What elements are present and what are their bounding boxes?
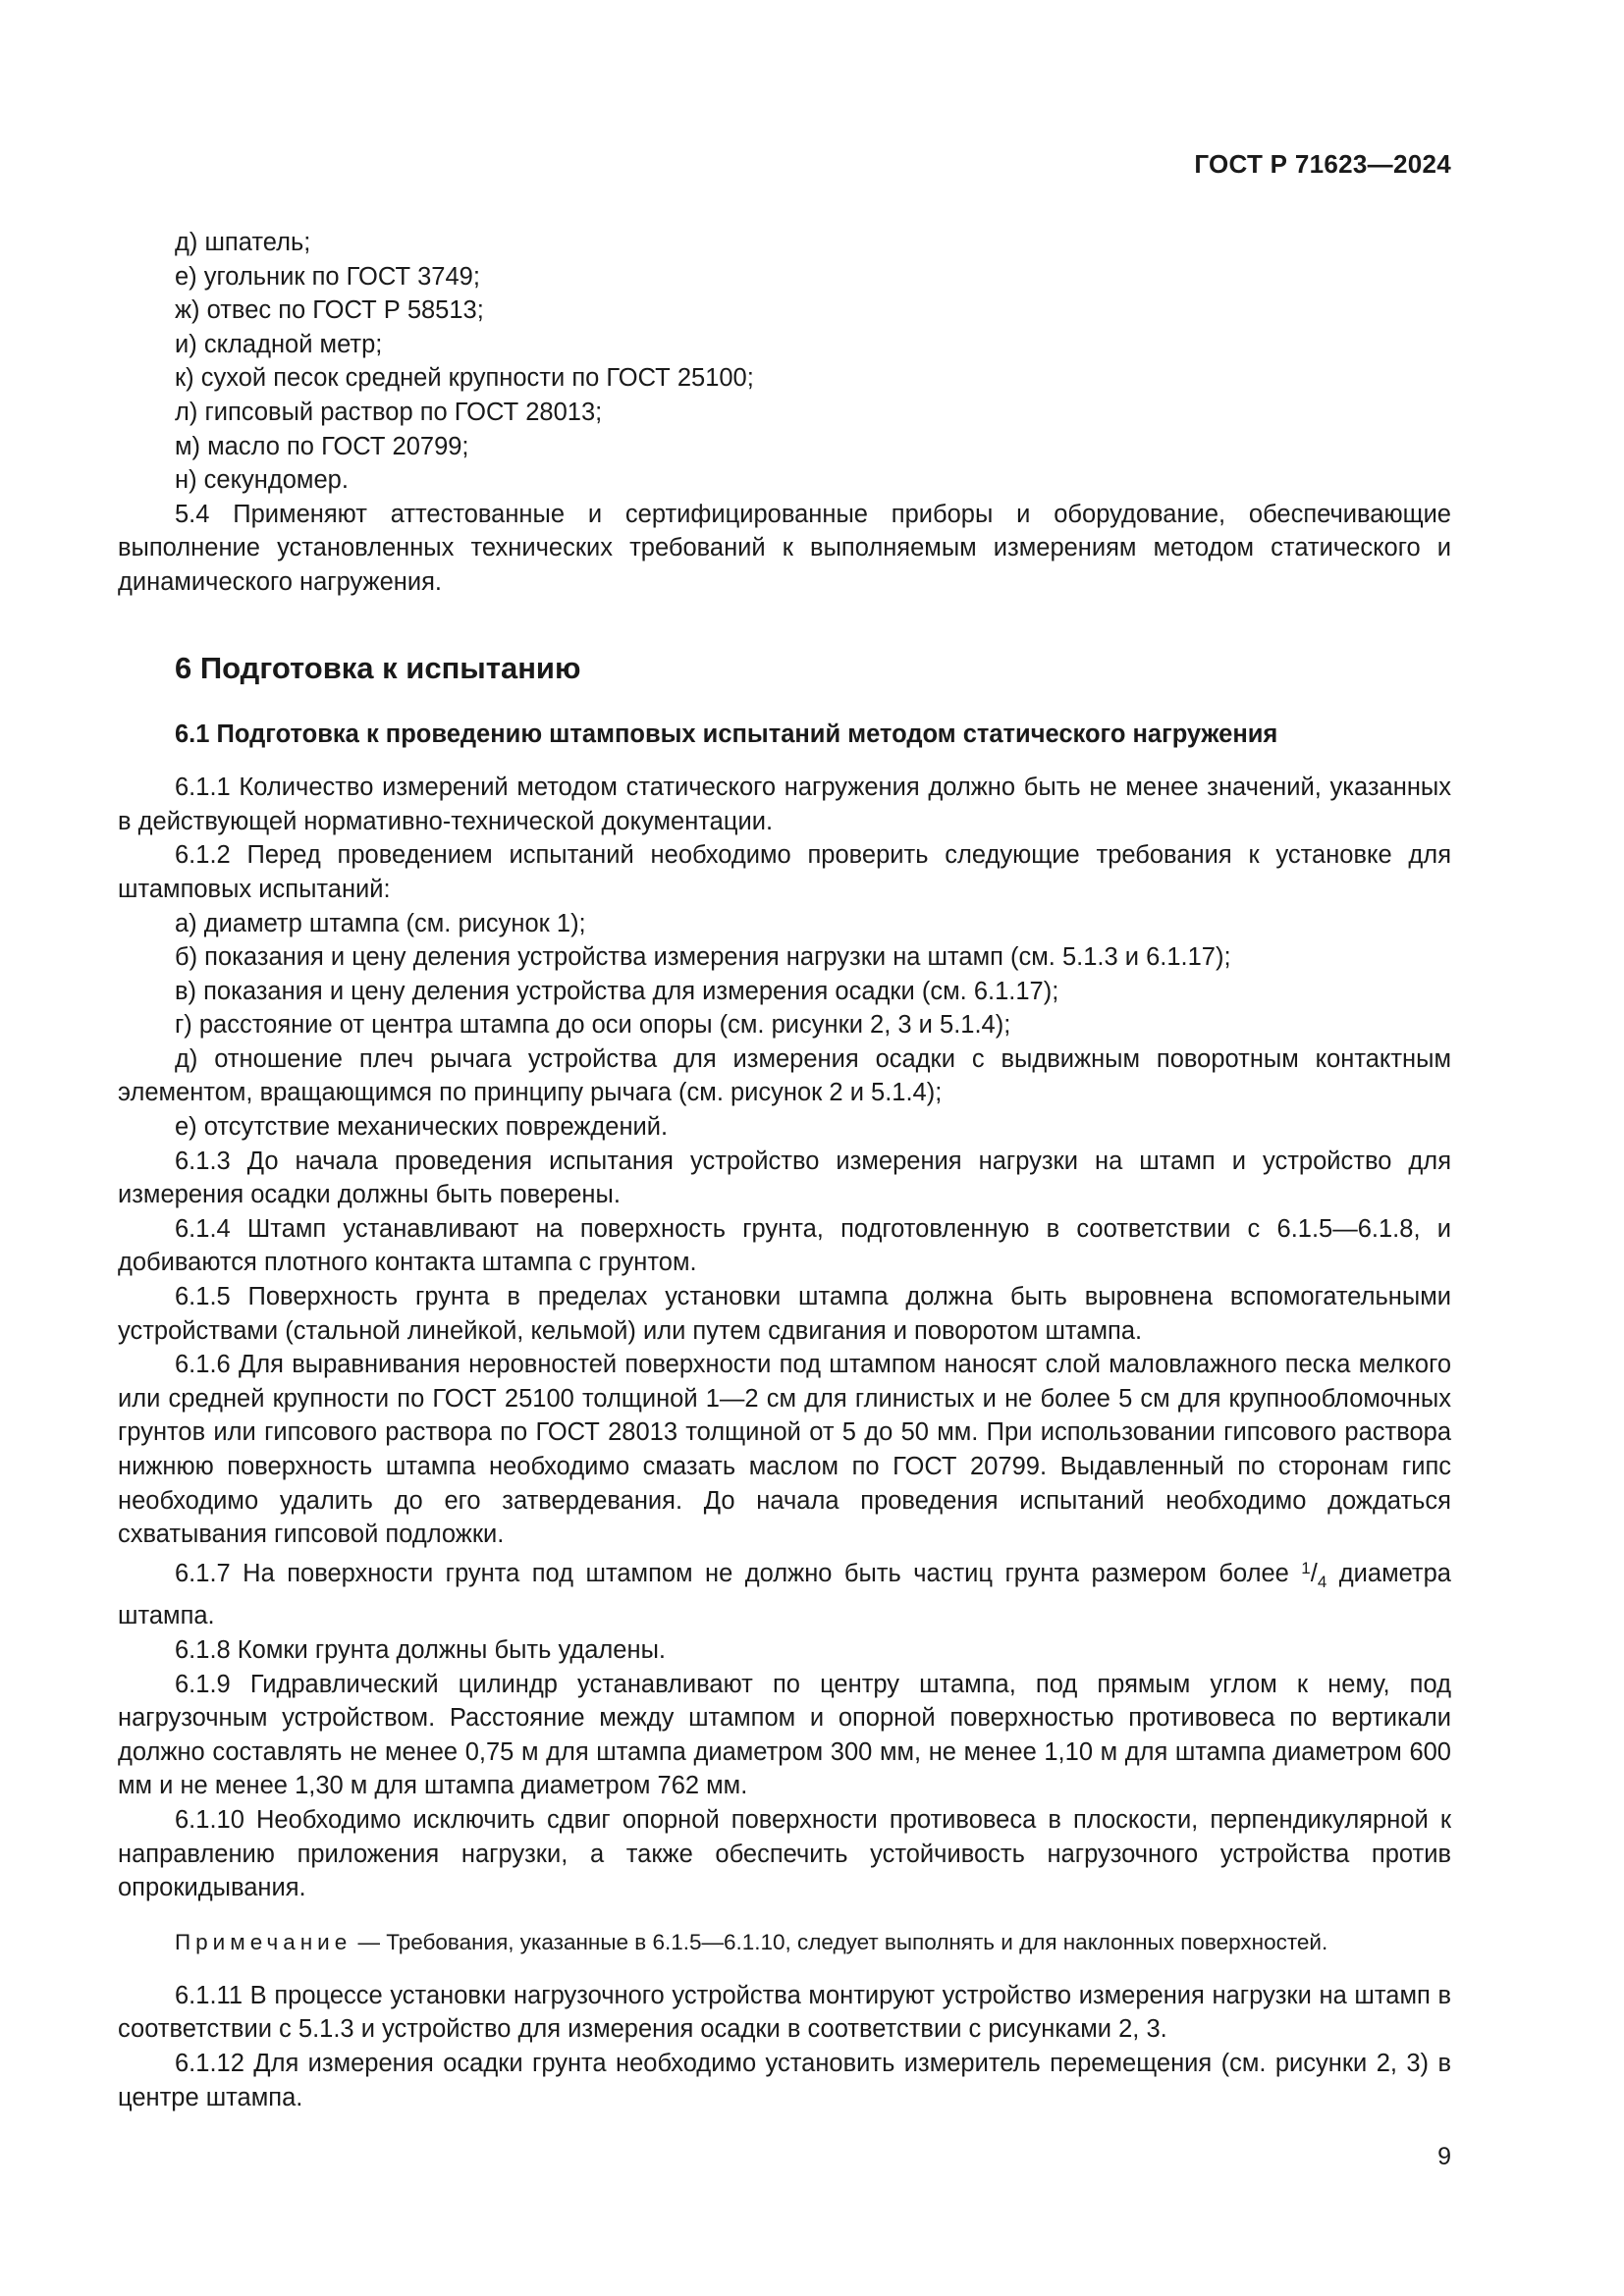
list-item: и) складной метр;: [175, 330, 383, 358]
document-body: [118, 226, 1451, 2114]
list-item: л) гипсовый раствор по ГОСТ 28013;: [175, 398, 603, 426]
note: [118, 1927, 1451, 1957]
list-item: н) секундомер.: [175, 466, 349, 495]
list-item: г) расстояние от центра штампа до оси опоры (см. рисунки 2, 3 и 5.1.4);: [175, 1011, 1011, 1040]
subsection-heading: 6.1 Подготовка к проведению штамповых испытаний методом статического нагружения: [175, 720, 1278, 748]
document-page: [118, 0, 1451, 2296]
page-number: 9: [1437, 2143, 1451, 2170]
paragraph-6-1-9: 6.1.9 Гидравлический цилиндр устанавливают по центру штампа, под прямым углом к нему, под нагрузочным устройством. Расстояние между штампом и опорной поверхностью противовеса по вертикали должно составлять не менее 0,75 м для штампа диаметром 300 мм, не менее 1,10 м для штампа диаметром 600 мм и не менее 1,30 м для штампа диаметром 762 мм.: [118, 1670, 1451, 1800]
list-item: е) отсутствие механических повреждений.: [175, 1113, 669, 1142]
paragraph-6-1-10: 6.1.10 Необходимо исключить сдвиг опорной поверхности противовеса в плоскости, перпендикулярной к направлению приложения нагрузки, а также обеспечить устойчивость нагрузочного устройства против опрокидывания.: [118, 1805, 1451, 1902]
paragraph-6-1-5: 6.1.5 Поверхность грунта в пределах установки штампа должна быть выровнена вспомогательными устройствами (стальной линейкой, кельмой) или путем сдвигания и поворотом штампа.: [118, 1283, 1451, 1345]
fraction-numerator: 1: [1301, 1558, 1311, 1577]
list-item: м) масло по ГОСТ 20799;: [175, 432, 469, 460]
paragraph-6-1-1: 6.1.1 Количество измерений методом статического нагружения должно быть не менее значений, указанных в действующей нормативно-технической документации.: [118, 774, 1451, 835]
note-label: Примечание: [175, 1929, 352, 1954]
list-item: д) шпатель;: [175, 229, 311, 256]
list-item: в) показания и цену деления устройства для измерения осадки (см. 6.1.17);: [175, 977, 1059, 1005]
list-item: е) угольник по ГОСТ 3749;: [175, 262, 480, 291]
section-heading: 6 Подготовка к испытанию: [175, 650, 581, 685]
paragraph-6-1-11: 6.1.11 В процессе установки нагрузочного устройства монтируют устройство измерения нагрузки на штамп в соответствии с 5.1.3 и устройство для измерения осадки в соответствии с рисунками 2, 3.: [118, 1981, 1451, 2044]
list-item: а) диаметр штампа (см. рисунок 1);: [175, 909, 586, 937]
note-text: — Требования, указанные в 6.1.5—6.1.10, следует выполнять и для наклонных поверхностей.: [352, 1929, 1328, 1954]
paragraph-6-1-12: 6.1.12 Для измерения осадки грунта необходимо установить измеритель перемещения (см. рисунки 2, 3) в центре штампа.: [118, 2049, 1451, 2111]
paragraph-5-4: 5.4 Применяют аттестованные и сертифицированные приборы и оборудование, обеспечивающие выполнение установленных технических требований к выполняемым измерениям методом статического и динамического нагружения.: [118, 500, 1451, 596]
document-header: ГОСТ Р 71623—2024: [1194, 149, 1451, 179]
paragraph-6-1-6: 6.1.6 Для выравнивания неровностей поверхности под штампом наносят слой маловлажного песка мелкого или средней крупности по ГОСТ 25100 толщиной 1—2 см для глинистых и не более 5 см для крупнообломочных грунтов или гипсового раствора по ГОСТ 28013 толщиной от 5 до 50 мм. При использовании гипсового раствора нижнюю поверхность штампа необходимо смазать маслом по ГОСТ 20799. Выдавленный по сторонам гипс необходимо удалить до его затвердевания. До начала проведения испытаний необходимо дождаться схватывания гипсовой подложки.: [118, 1351, 1451, 1549]
list-item-multiline: д) отношение плеч рычага устройства для измерения осадки с выдвижным поворотным контактным элементом, вращающимся по принципу рычага (см. рисунок 2 и 5.1.4);: [118, 1044, 1451, 1107]
fraction-denominator: 4: [1317, 1572, 1327, 1591]
list-item: ж) отвес по ГОСТ Р 58513;: [175, 296, 484, 325]
paragraph-6-1-8: 6.1.8 Комки грунта должны быть удалены.: [175, 1635, 666, 1664]
paragraph-6-1-7: 6.1.7 На поверхности грунта под штампом не должно быть частиц грунта размером более $^1/_4$ диаметра штампа.: [118, 1558, 1451, 1630]
paragraph-6-1-2: 6.1.2 Перед проведением испытаний необходимо проверить следующие требования к установке для штамповых испытаний:: [118, 841, 1451, 903]
p617-text-before: 6.1.7 На поверхности грунта под штампом не должно быть частиц грунта размером более: [175, 1559, 1302, 1587]
list-item: б) показания и цену деления устройства измерения нагрузки на штамп (см. 5.1.3 и 6.1.17);: [175, 943, 1231, 972]
p617-text-after: диаметра штампа.: [118, 1559, 1451, 1630]
paragraph-6-1-4: 6.1.4 Штамп устанавливают на поверхность грунта, подготовленную в соответствии с 6.1.5—6.1.8, и добиваются плотного контакта штампа с грунтом.: [118, 1214, 1451, 1277]
list-item: к) сухой песок средней крупности по ГОСТ 25100;: [175, 364, 754, 393]
paragraph-6-1-3: 6.1.3 До начала проведения испытания устройство измерения нагрузки на штамп и устройство для измерения осадки должны быть поверены.: [118, 1147, 1451, 1209]
